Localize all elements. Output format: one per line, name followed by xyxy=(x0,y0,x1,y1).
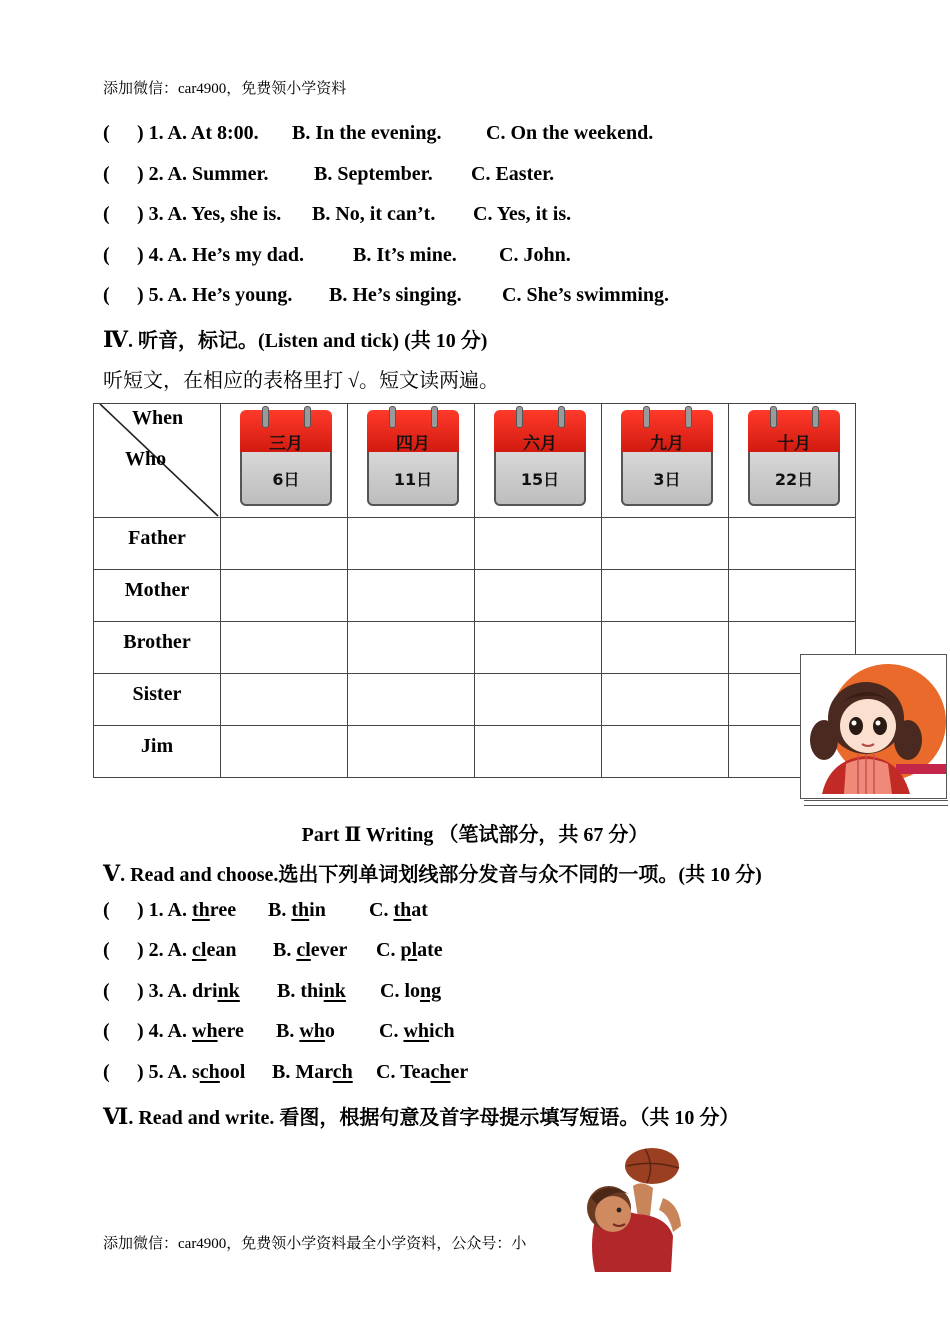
footer-note: 添加微信：car4900，免费领小学资料最全小学资料，公众号：小 xyxy=(103,1236,527,1252)
option-b: B. think xyxy=(277,980,346,1002)
calendar-cell xyxy=(348,404,475,518)
section-4-instruction: 听短文，在相应的表格里打 √。短文读两遍。 xyxy=(103,370,499,392)
answer-blank-open[interactable]: ( xyxy=(103,980,110,1002)
option-c: C. that xyxy=(369,899,428,921)
answer-blank-open[interactable]: ( xyxy=(103,1061,110,1083)
row-label: Mother xyxy=(94,570,221,622)
tick-cell[interactable] xyxy=(602,674,729,726)
option-c: C. On the weekend. xyxy=(486,122,654,144)
calendar-month: 六月 xyxy=(523,434,557,454)
corner-when-label: When xyxy=(132,407,184,429)
answer-blank-open[interactable]: ( xyxy=(103,163,110,185)
tick-cell[interactable] xyxy=(348,622,475,674)
table-row xyxy=(94,570,856,622)
list-item xyxy=(0,1020,950,1048)
tick-cell[interactable] xyxy=(221,622,348,674)
section-6-number: Ⅵ xyxy=(103,1104,129,1129)
row-label: Sister xyxy=(94,674,221,726)
option-a: ) 5. A. He’s young. xyxy=(137,284,293,306)
tick-cell[interactable] xyxy=(602,570,729,622)
section-6-heading xyxy=(103,1101,739,1130)
tick-cell[interactable] xyxy=(602,518,729,570)
option-c: C. John. xyxy=(499,244,571,266)
option-a: ) 2. A. clean xyxy=(137,939,237,961)
option-a: ) 5. A. school xyxy=(137,1061,246,1083)
table-corner-cell xyxy=(94,404,221,518)
answer-blank-open[interactable]: ( xyxy=(103,203,110,225)
corner-who-label: Who xyxy=(125,448,167,470)
list-item xyxy=(0,980,950,1008)
option-c: C. Teacher xyxy=(376,1061,469,1083)
option-b: B. September. xyxy=(314,163,433,185)
answer-blank-open[interactable]: ( xyxy=(103,122,110,144)
option-a: ) 4. A. He’s my dad. xyxy=(137,244,305,266)
section-4-heading xyxy=(103,324,487,353)
list-item xyxy=(0,203,950,231)
section-4-title: . 听音，标记。(Listen and tick) (共 10 分) xyxy=(127,330,488,352)
calendar-month: 三月 xyxy=(269,434,303,454)
tick-cell[interactable] xyxy=(221,674,348,726)
calendar-icon xyxy=(748,410,842,506)
tick-cell[interactable] xyxy=(475,674,602,726)
calendar-icon xyxy=(621,410,715,506)
section-5-title: . Read and choose.选出下列单词划线部分发音与众不同的一项。(共 10 分) xyxy=(120,864,762,886)
option-a: ) 1. A. three xyxy=(137,899,237,921)
calendar-icon xyxy=(240,410,334,506)
tick-cell[interactable] xyxy=(475,570,602,622)
calendar-cell xyxy=(602,404,729,518)
calendar-icon xyxy=(494,410,588,506)
tick-cell[interactable] xyxy=(729,570,856,622)
answer-blank-open[interactable]: ( xyxy=(103,284,110,306)
section-4-number: Ⅳ xyxy=(103,327,128,352)
tick-cell[interactable] xyxy=(475,518,602,570)
table-row xyxy=(94,518,856,570)
table-row xyxy=(94,726,856,778)
row-label: Jim xyxy=(94,726,221,778)
girl-illustration xyxy=(800,654,948,806)
answer-blank-open[interactable]: ( xyxy=(103,1020,110,1042)
option-c: C. Yes, it is. xyxy=(473,203,572,225)
tick-cell[interactable] xyxy=(348,570,475,622)
option-a: ) 3. A. Yes, she is. xyxy=(137,203,282,225)
header-note: 添加微信：car4900，免费领小学资料 xyxy=(103,81,347,97)
calendar-cell xyxy=(729,404,856,518)
option-b: B. March xyxy=(272,1061,353,1083)
option-c: C. which xyxy=(379,1020,455,1042)
answer-blank-open[interactable]: ( xyxy=(103,939,110,961)
list-item xyxy=(0,939,950,967)
tick-cell[interactable] xyxy=(475,726,602,778)
calendar-month: 九月 xyxy=(650,434,684,454)
calendar-cell xyxy=(475,404,602,518)
list-item xyxy=(0,1061,950,1089)
list-item xyxy=(0,163,950,191)
list-item xyxy=(0,899,950,927)
tick-cell[interactable] xyxy=(348,518,475,570)
calendar-day: 15日 xyxy=(520,470,560,489)
option-b: B. In the evening. xyxy=(292,122,442,144)
row-label: Father xyxy=(94,518,221,570)
tick-cell[interactable] xyxy=(348,726,475,778)
option-c: C. long xyxy=(380,980,442,1002)
calendar-month: 四月 xyxy=(396,434,430,454)
listen-tick-table xyxy=(93,403,856,778)
row-label: Brother xyxy=(94,622,221,674)
tick-cell[interactable] xyxy=(221,570,348,622)
tick-cell[interactable] xyxy=(729,518,856,570)
tick-cell[interactable] xyxy=(475,622,602,674)
option-c: C. She’s swimming. xyxy=(502,284,670,306)
option-b: B. He’s singing. xyxy=(329,284,462,306)
tick-cell[interactable] xyxy=(348,674,475,726)
option-b: B. thin xyxy=(268,899,326,921)
section-5-number: Ⅴ xyxy=(103,861,121,886)
option-b: B. who xyxy=(276,1020,335,1042)
calendar-day: 22日 xyxy=(774,470,814,489)
tick-cell[interactable] xyxy=(221,518,348,570)
option-a: ) 1. A. At 8:00. xyxy=(137,122,259,144)
list-item xyxy=(0,284,950,312)
option-b: B. No, it can’t. xyxy=(312,203,436,225)
option-a: ) 4. A. where xyxy=(137,1020,244,1042)
option-b: B. It’s mine. xyxy=(353,244,457,266)
tick-cell[interactable] xyxy=(221,726,348,778)
part-writing-title: Part Ⅱ Writing （笔试部分，共 67 分） xyxy=(301,824,649,846)
answer-blank-open[interactable]: ( xyxy=(103,244,110,266)
table-row xyxy=(94,674,856,726)
basketball-boy-illustration xyxy=(575,1146,690,1272)
tick-cell[interactable] xyxy=(602,726,729,778)
list-item xyxy=(0,122,950,150)
tick-cell[interactable] xyxy=(602,622,729,674)
section-5-heading xyxy=(103,858,762,887)
option-c: C. Easter. xyxy=(471,163,555,185)
calendar-day: 11日 xyxy=(393,470,433,489)
option-a: ) 2. A. Summer. xyxy=(137,163,269,185)
calendar-icon xyxy=(367,410,461,506)
calendar-cell xyxy=(221,404,348,518)
option-b: B. clever xyxy=(273,939,348,961)
option-c: C. plate xyxy=(376,939,443,961)
calendar-month: 十月 xyxy=(777,434,811,454)
calendar-day: 3日 xyxy=(653,470,681,489)
answer-blank-open[interactable]: ( xyxy=(103,899,110,921)
table-row xyxy=(94,622,856,674)
calendar-day: 6日 xyxy=(272,470,300,489)
list-item xyxy=(0,244,950,272)
section-6-title: . Read and write. 看图，根据句意及首字母提示填写短语。（共 10 分） xyxy=(128,1107,740,1129)
option-a: ) 3. A. drink xyxy=(137,980,240,1002)
